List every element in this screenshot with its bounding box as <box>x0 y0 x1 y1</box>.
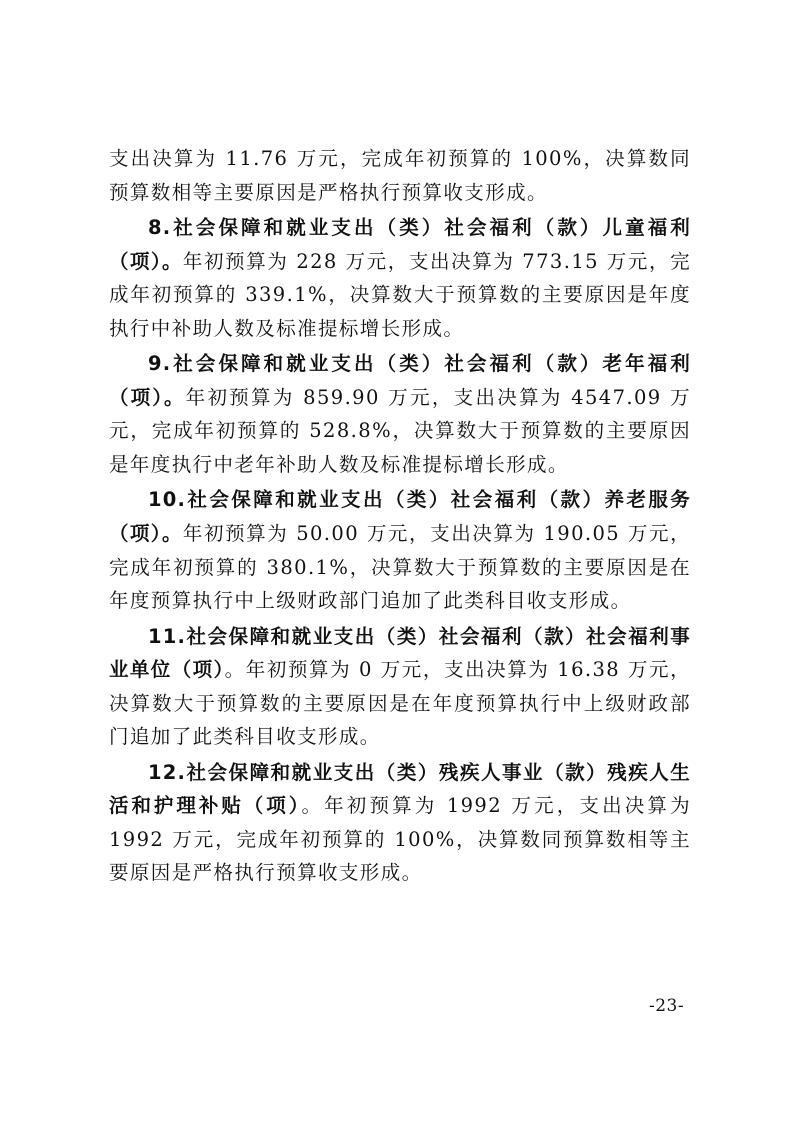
paragraph-item-10 <box>109 483 691 617</box>
paragraph-item-9 <box>109 347 691 481</box>
paragraph-text: 。年初预算为 1992 万元，支出决算为 1992 万元，完成年初预算的 100%，决算数同预算数相等主要原因是严格执行预算收支形成。 <box>109 794 691 885</box>
item-heading: 10.社会保障和就业支出（类）社会福利（款）养老服务（项）。 <box>109 488 691 545</box>
document-body <box>109 142 691 890</box>
page-number: -23- <box>649 996 685 1016</box>
paragraph-item-11 <box>109 620 691 754</box>
item-heading: 8.社会保障和就业支出（类）社会福利（款）儿童福利（项）。 <box>109 215 691 273</box>
item-heading: 11.社会保障和就业支出（类）社会福利（款）社会福利事业单位（项） <box>109 624 691 682</box>
paragraph-item-8 <box>109 211 691 345</box>
item-heading: 12.社会保障和就业支出（类）残疾人事业（款）残疾人生活和护理补贴（项） <box>109 760 691 818</box>
item-heading: 9.社会保障和就业支出（类）社会福利（款）老年福利（项）。 <box>109 352 691 409</box>
paragraph-text: 年初预算为 228 万元，支出决算为 773.15 万元，完成年初预算的 339.1%，决算数大于预算数的主要原因是年度执行中补助人数及标准提标增长形成。 <box>109 249 691 340</box>
paragraph-item-12 <box>109 756 691 890</box>
paragraph-continuation <box>109 142 691 209</box>
paragraph-text: 支出决算为 11.76 万元，完成年初预算的 100%，决算数同预算数相等主要原因是严格执行预算收支形成。 <box>109 147 691 204</box>
paragraph-text: 。年初预算为 0 万元，支出决算为 16.38 万元，决算数大于预算数的主要原因是在年度预算执行中上级财政部门追加了此类科目收支形成。 <box>109 658 691 749</box>
paragraph-text: 年初预算为 859.90 万元，支出决算为 4547.09 万元，完成年初预算的 528.8%，决算数大于预算数的主要原因是年度执行中老年补助人数及标准提标增长形成。 <box>109 385 691 476</box>
paragraph-text: 年初预算为 50.00 万元，支出决算为 190.05 万元，完成年初预算的 380.1%，决算数大于预算数的主要原因是在年度预算执行中上级财政部门追加了此类科目收支形成。 <box>109 521 691 613</box>
